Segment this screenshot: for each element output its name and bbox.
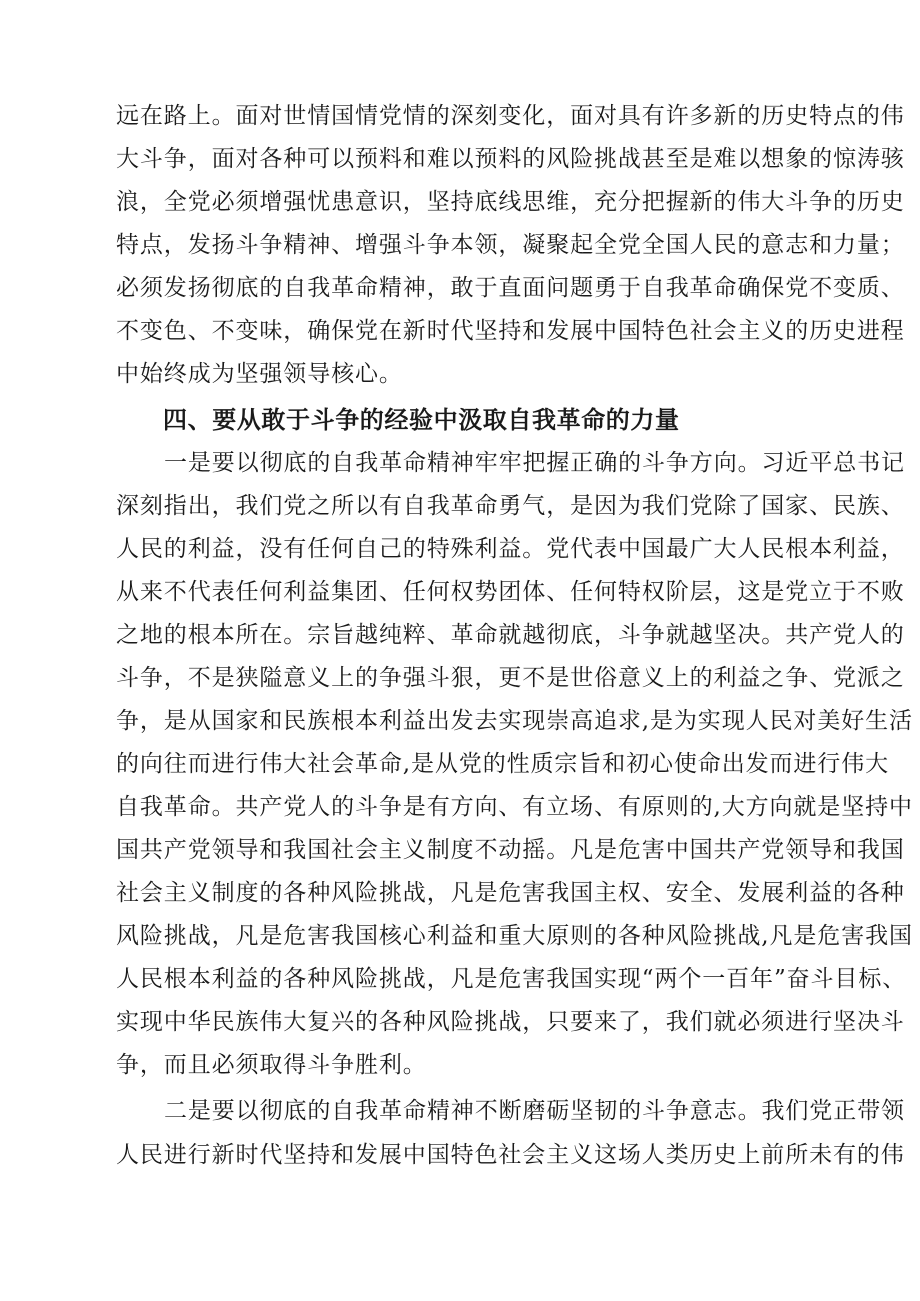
paragraph-line: 人民进行新时代坚持和发展中国特色社会主义这场人类历史上前所未有的伟	[116, 1142, 905, 1168]
paragraph-line: 实现中华民族伟大复兴的各种风险挑战，只要来了，我们就必须进行坚决斗	[116, 1009, 905, 1035]
paragraph-line: 自我革命。共产党人的斗争是有方向、有立场、有原则的,大方向就是坚持中	[116, 794, 913, 820]
paragraph-line: 社会主义制度的各种风险挑战，凡是危害我国主权、安全、发展利益的各种	[116, 880, 905, 906]
paragraph-line: 不变色、不变味，确保党在新时代坚持和发展中国特色社会主义的历史进程	[116, 318, 905, 344]
paragraph-line: 中始终成为坚强领导核心。	[116, 361, 403, 387]
paragraph-line: 之地的根本所在。宗旨越纯粹、革命就越彻底，斗争就越坚决。共产党人的	[116, 622, 905, 648]
paragraph-line: 从来不代表任何利益集团、任何权势团体、任何特权阶层，这是党立于不败	[116, 579, 905, 605]
paragraph-line: 深刻指出，我们党之所以有自我革命勇气，是因为我们党除了国家、民族、	[116, 493, 905, 519]
paragraph-line: 远在路上。面对世情国情党情的深刻变化，面对具有许多新的历史特点的伟	[116, 103, 905, 129]
paragraph-line: 斗争，不是狭隘意义上的争强斗狠，更不是世俗意义上的利益之争、党派之	[116, 665, 905, 691]
section-heading: 四、要从敢于斗争的经验中汲取自我革命的力量	[163, 406, 680, 434]
paragraph-line: 大斗争，面对各种可以预料和难以预料的风险挑战甚至是难以想象的惊涛骇	[116, 146, 905, 172]
paragraph-line: 浪，全党必须增强忧患意识，坚持底线思维，充分把握新的伟大斗争的历史	[116, 189, 905, 215]
paragraph-line: 特点，发扬斗争精神、增强斗争本领，凝聚起全党全国人民的意志和力量；	[116, 232, 905, 258]
paragraph-line: 人民的利益，没有任何自己的特殊利益。党代表中国最广大人民根本利益，	[116, 536, 905, 562]
paragraph-line: 争，是从国家和民族根本利益出发去实现崇高追求,是为实现人民对美好生活	[116, 708, 913, 734]
paragraph-line: 人民根本利益的各种风险挑战，凡是危害我国实现“两个一百年”奋斗目标、	[116, 966, 907, 992]
paragraph-line: 国共产党领导和我国社会主义制度不动摇。凡是危害中国共产党领导和我国	[116, 837, 905, 863]
paragraph-line: 风险挑战，凡是危害我国核心利益和重大原则的各种风险挑战,凡是危害我国	[116, 923, 913, 949]
paragraph-line: 争，而且必须取得斗争胜利。	[116, 1052, 427, 1078]
paragraph-line: 的向往而进行伟大社会革命,是从党的性质宗旨和初心使命出发而进行伟大	[116, 751, 890, 777]
paragraph-line: 必须发扬彻底的自我革命精神，敢于直面问题勇于自我革命确保党不变质、	[116, 275, 905, 301]
paragraph-line: 一是要以彻底的自我革命精神牢牢把握正确的斗争方向。习近平总书记	[164, 450, 905, 476]
paragraph-line: 二是要以彻底的自我革命精神不断磨砺坚韧的斗争意志。我们党正带领	[164, 1098, 905, 1124]
